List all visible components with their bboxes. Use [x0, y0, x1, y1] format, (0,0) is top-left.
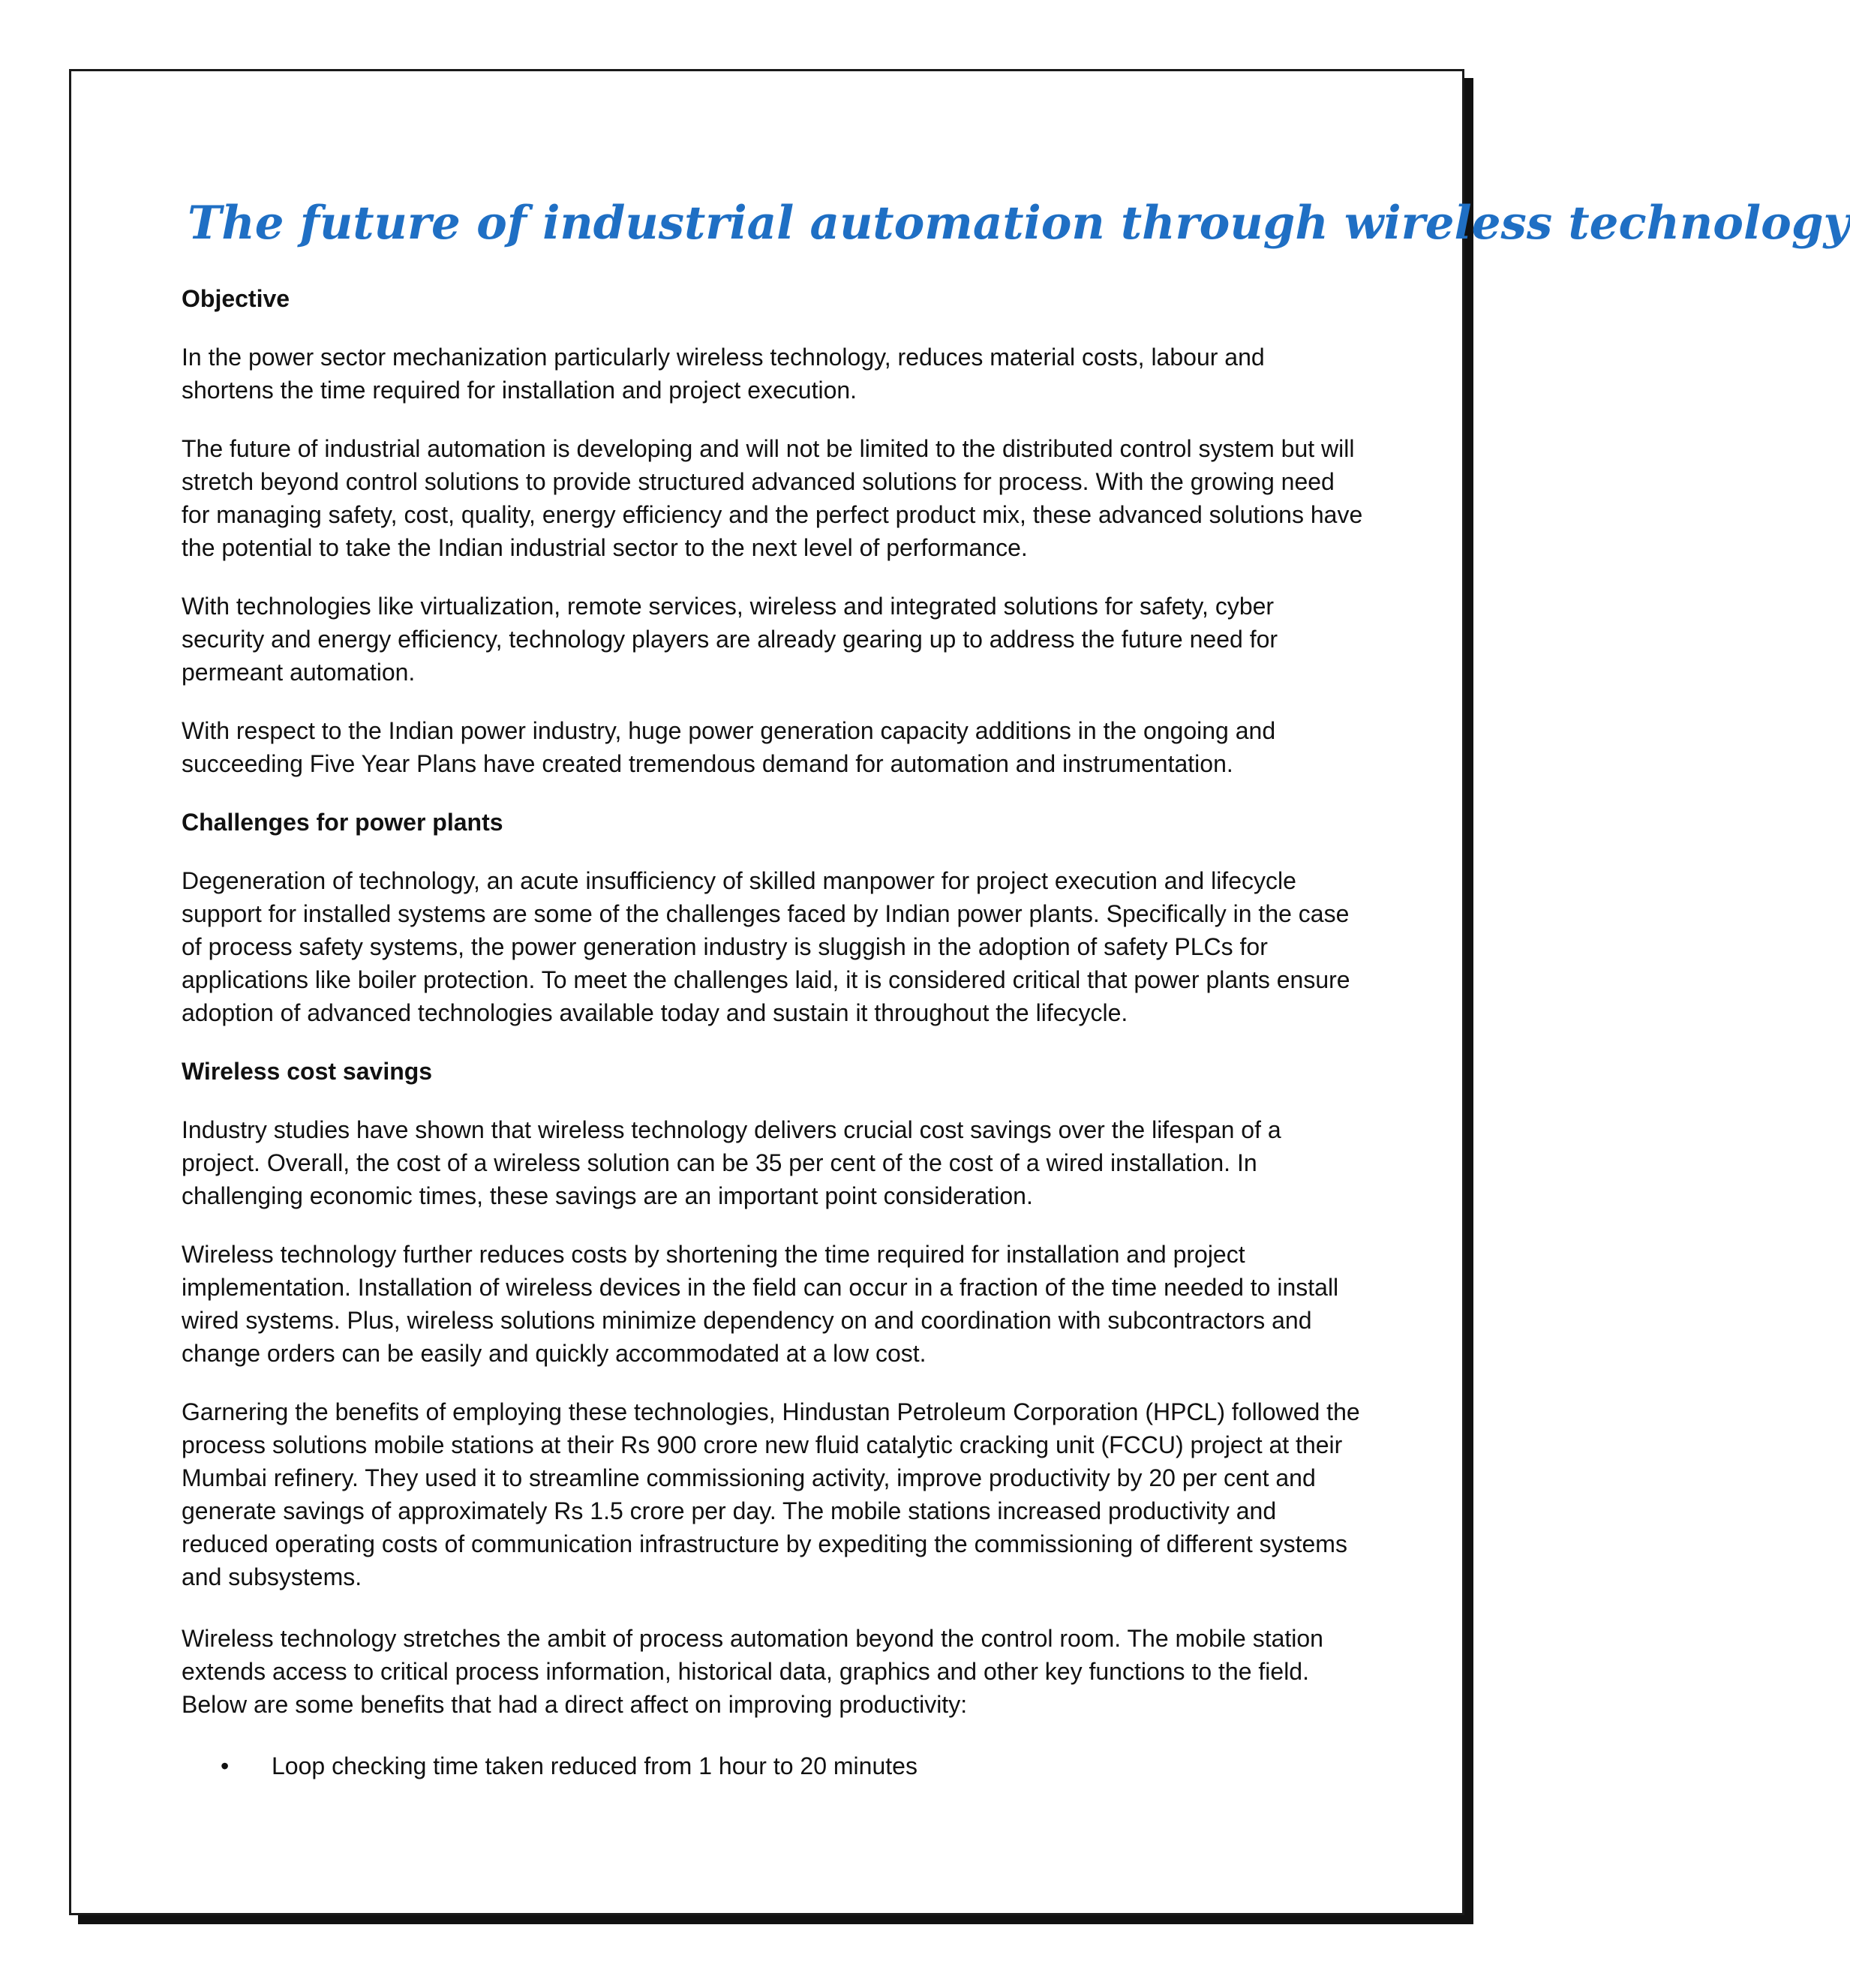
paragraph: Garnering the benefits of employing these technologies, Hindustan Petroleum Corporation (HPCL) followed the process solutions mobile stations at their Rs 900 crore new fluid catalytic cracking unit (FCCU) project at their Mumbai refinery. They used it to streamline commissioning activity, improve productivity by 20 per cent and generate savings of approximately Rs 1.5 crore per day. The mobile stations increased productivity and reduced operating costs of communication infrastructure by expediting the commissioning of different systems and subsystems. [182, 1398, 1360, 1590]
list-item-text: Loop checking time taken reduced from 1 hour to 20 minutes [272, 1752, 917, 1779]
paragraph: Industry studies have shown that wireless technology delivers crucial cost savings over the lifespan of a project. Overall, the cost of a wireless solution can be 35 per cent of the cost of a wired installation. In challenging economic times, these savings are an important point consideration. [182, 1116, 1281, 1209]
paragraph: With respect to the Indian power industry, huge power generation capacity additions in the ongoing and succeeding Five Year Plans have created tremendous demand for automation and instrumentation. [182, 717, 1276, 777]
paragraph: With technologies like virtualization, remote services, wireless and integrated solutions for safety, cyber security and energy efficiency, technology players are already gearing up to address the future need for permeant automation. [182, 593, 1278, 686]
benefits-list [182, 1749, 1363, 1782]
paragraph: In the power sector mechanization particularly wireless technology, reduces material costs, labour and shortens the time required for installation and project execution. [182, 344, 1265, 404]
paragraph: Wireless technology further reduces costs by shortening the time required for installation and project implementation. Installation of wireless devices in the field can occur in a fraction of the time needed to install wired systems. Plus, wireless solutions minimize dependency on and coordination with subcontractors and change orders can be easily and quickly accommodated at a low cost. [182, 1241, 1339, 1367]
list-item [182, 1749, 1363, 1782]
document-body [182, 282, 1363, 1782]
paragraph: The future of industrial automation is developing and will not be limited to the distributed control system but will stretch beyond control solutions to provide structured advanced solutions for process. With the growing need for managing safety, cost, quality, energy efficiency and the perfect product mix, these advanced solutions have the potential to take the Indian industrial sector to the next level of performance. [182, 435, 1363, 561]
section-heading-objective: Objective [182, 285, 290, 312]
paragraph: Wireless technology stretches the ambit of process automation beyond the control room. The mobile station extends access to critical process information, historical data, graphics and other key functions to the field. Below are some benefits that had a direct affect on improving productivity: [182, 1625, 1323, 1718]
bullet-icon: • [221, 1752, 230, 1779]
section-heading-challenges: Challenges for power plants [182, 809, 503, 836]
section-heading-wireless-cost-savings: Wireless cost savings [182, 1058, 433, 1085]
document-title: The future of industrial automation through wireless technology [188, 197, 1850, 250]
paragraph: Degeneration of technology, an acute insufficiency of skilled manpower for project execution and lifecycle support for installed systems are some of the challenges faced by Indian power plants. Specifically in the case of process safety systems, the power generation industry is sluggish in the adoption of safety PLCs for applications like boiler protection. To meet the challenges laid, it is considered critical that power plants ensure adoption of advanced technologies available today and sustain it throughout the lifecycle. [182, 867, 1350, 1026]
